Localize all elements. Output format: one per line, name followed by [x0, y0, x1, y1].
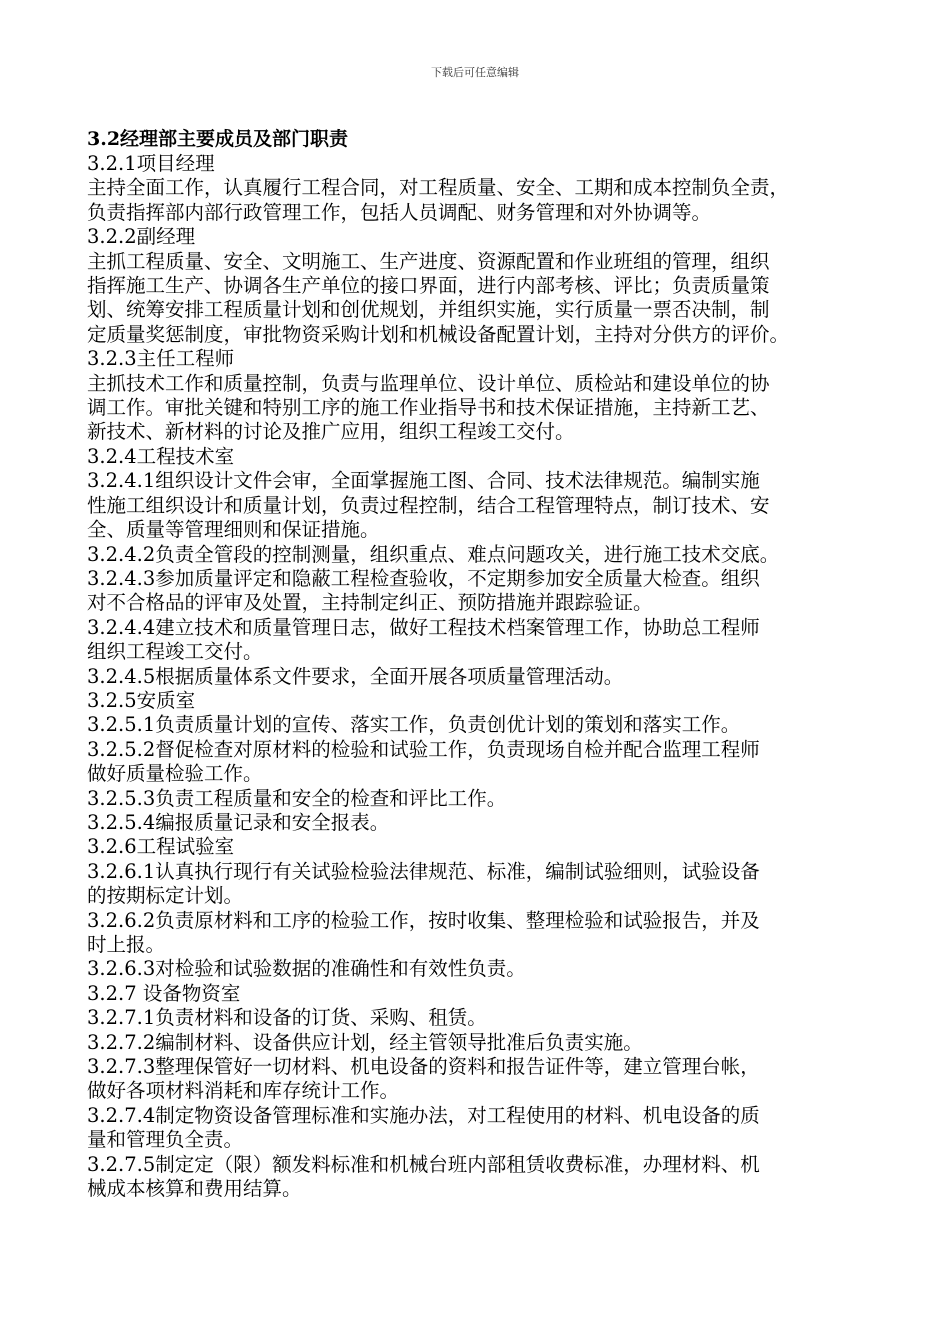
document-line: 3.2.5.4编报质量记录和安全报表。: [87, 810, 390, 834]
document-line: 3.2.6.2负责原材料和工序的检验工作，按时收集、整理检验和试验报告，并及: [87, 908, 760, 932]
document-line: 3.2.4.2负责全管段的控制测量，组织重点、难点问题攻关，进行施工技术交底。: [87, 542, 780, 566]
document-line: 3.2.6.1认真执行现行有关试验检验法律规范、标准，编制试验细则，试验设备: [87, 859, 760, 883]
document-line: 3.2.4.4建立技术和质量管理日志，做好工程技术档案管理工作，协助总工程师: [87, 615, 760, 639]
document-body: [87, 126, 877, 1201]
document-line: 3.2.4工程技术室: [87, 444, 235, 468]
document-line: 3.2.3主任工程师: [87, 347, 235, 371]
document-line: 3.2.5安质室: [87, 688, 196, 712]
document-line: 3.2.2副经理: [87, 225, 196, 249]
document-line: 3.2.5.2督促检查对原材料的检验和试验工作，负责现场自检并配合监理工程师: [87, 737, 760, 761]
document-lines: [87, 152, 877, 1201]
document-line: 主持全面工作，认真履行工程合同，对工程质量、安全、工期和成本控制负全责，: [87, 176, 790, 200]
document-line: 3.2.7 设备物资室: [87, 981, 241, 1005]
document-line: 的按期标定计划。: [87, 884, 244, 908]
document-line: 量和管理负全责。: [87, 1128, 244, 1152]
document-line: 3.2.7.3整理保管好一切材料、机电设备的资料和报告证件等，建立管理台帐，: [87, 1055, 760, 1079]
document-line: 3.2.7.2编制材料、设备供应计划，经主管领导批准后负责实施。: [87, 1030, 643, 1054]
document-line: 3.2.7.4制定物资设备管理标准和实施办法，对工程使用的材料、机电设备的质: [87, 1103, 760, 1127]
document-line: 全、质量等管理细则和保证措施。: [87, 518, 380, 542]
document-line: 组织工程竣工交付。: [87, 640, 263, 664]
document-line: 划、统筹安排工程质量计划和创优规划，并组织实施，实行质量一票否决制，制: [87, 298, 770, 322]
section-title: 3.2经理部主要成员及部门职责: [87, 128, 349, 150]
document-line: 3.2.1项目经理: [87, 152, 215, 175]
page-header-note: 下载后可任意编辑: [431, 66, 519, 79]
document-line: 主抓技术工作和质量控制，负责与监理单位、设计单位、质检站和建设单位的协: [87, 371, 770, 395]
document-line: 3.2.6工程试验室: [87, 835, 235, 859]
document-line: 3.2.4.5根据质量体系文件要求，全面开展各项质量管理活动。: [87, 664, 624, 688]
document-line: 3.2.7.5制定定（限）额发料标准和机械台班内部租赁收费标准，办理材料、机: [87, 1152, 760, 1176]
document-line: 3.2.4.1组织设计文件会审，全面掌握施工图、合同、技术法律规范。编制实施: [87, 469, 760, 493]
document-line: 新技术、新材料的讨论及推广应用，组织工程竣工交付。: [87, 420, 575, 444]
document-line: 3.2.5.3负责工程质量和安全的检查和评比工作。: [87, 786, 507, 810]
document-line: 3.2.7.1负责材料和设备的订货、采购、租赁。: [87, 1006, 487, 1030]
document-line: 械成本核算和费用结算。: [87, 1177, 302, 1201]
document-line: 3.2.5.1负责质量计划的宣传、落实工作，负责创优计划的策划和落实工作。: [87, 713, 741, 737]
document-line: 定质量奖惩制度，审批物资采购计划和机械设备配置计划，主持对分供方的评价。: [87, 322, 790, 346]
document-line: 3.2.4.3参加质量评定和隐蔽工程检查验收，不定期参加安全质量大检查。组织: [87, 566, 760, 590]
document-line: 做好各项材料消耗和库存统计工作。: [87, 1079, 400, 1103]
document-line: 对不合格品的评审及处置，主持制定纠正、预防措施并跟踪验证。: [87, 591, 653, 615]
document-line: 负责指挥部内部行政管理工作，包括人员调配、财务管理和对外协调等。: [87, 200, 712, 224]
document-line: 主抓工程质量、安全、文明施工、生产进度、资源配置和作业班组的管理，组织: [87, 249, 770, 273]
document-line: 时上报。: [87, 933, 166, 956]
document-line: 性施工组织设计和质量计划，负责过程控制，结合工程管理特点，制订技术、安: [87, 493, 770, 517]
document-line: 调工作。审批关键和特别工序的施工作业指导书和技术保证措施，主持新工艺、: [87, 396, 770, 420]
document-line: 做好质量检验工作。: [87, 762, 263, 786]
document-line: 指挥施工生产、协调各生产单位的接口界面，进行内部考核、评比；负责质量策: [87, 274, 770, 298]
document-line: 3.2.6.3对检验和试验数据的准确性和有效性负责。: [87, 957, 526, 981]
